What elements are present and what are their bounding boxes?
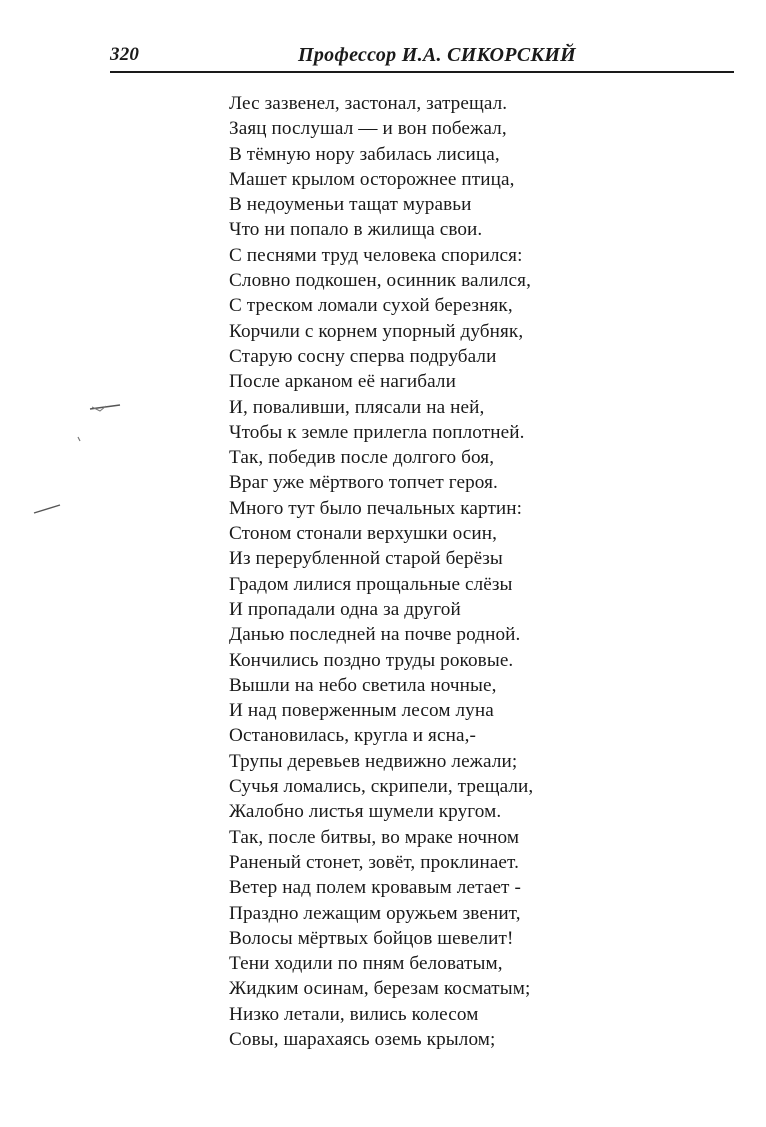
poem-line: Тени ходили по пням беловатым, (229, 953, 503, 975)
poem-line: Раненый стонет, зовёт, проклинает. (229, 851, 519, 873)
poem-line: Стоном стонали верхушки осин, (229, 523, 498, 545)
poem-line: Ветер над полем кровавым летает - (229, 877, 521, 899)
poem-line: Враг уже мёртвого топчет героя. (229, 472, 498, 494)
poem-line: И, поваливши, плясали на ней, (229, 396, 485, 418)
poem-line: Данью последней на почве родной. (229, 624, 521, 646)
poem-text (229, 91, 533, 1052)
poem-line: Совы, шарахаясь оземь крылом; (229, 1028, 496, 1050)
poem-line: Что ни попало в жилища свои. (229, 219, 483, 241)
poem-line: Вышли на небо светила ночные, (229, 674, 497, 696)
poem-line: Чтобы к земле прилегла поплотней. (229, 421, 525, 443)
poem-line: Машет крылом осторожнее птица, (229, 168, 515, 190)
poem-line: И над поверженным лесом луна (229, 700, 494, 722)
poem-line: Много тут было печальных картин: (229, 497, 523, 519)
poem-line: В тёмную нору забилась лисица, (229, 143, 500, 165)
poem-line: После арканом её нагибали (229, 371, 456, 393)
poem-line: Жалобно листья шумели кругом. (229, 801, 502, 823)
poem-line: В недоуменьи тащат муравьи (229, 194, 472, 216)
poem-line: Так, победив после долгого боя, (229, 447, 495, 469)
poem-line: С треском ломали сухой березняк, (229, 295, 513, 317)
poem-line: Лес зазвенел, застонал, затрещал. (229, 93, 508, 114)
running-head (110, 44, 734, 72)
poem-line: Низко летали, вились колесом (229, 1003, 479, 1025)
running-head-title: Профессор И.А. СИКОРСКИЙ (298, 44, 577, 66)
poem-line: Сучья ломались, скрипели, трещали, (229, 776, 534, 798)
poem-line: Заяц послушал — и вон побежал, (229, 118, 507, 140)
poem-line: Словно подкошен, осинник валился, (229, 270, 531, 292)
poem-line: Кончились поздно труды роковые. (229, 649, 514, 671)
margin-smudge-marks (20, 395, 140, 525)
poem-line: Жидким осинам, березам косматым; (229, 978, 531, 1000)
poem-line: Праздно лежащим оружьем звенит, (229, 902, 521, 924)
poem-line: Остановилась, кругла и ясна,- (229, 725, 476, 747)
poem-line: Старую сосну сперва подрубали (229, 345, 497, 367)
poem-line: Трупы деревьев недвижно лежали; (229, 750, 518, 772)
poem-line: Градом лилися прощальные слёзы (229, 573, 513, 595)
header-rule (110, 71, 734, 73)
poem-line: Корчили с корнем упорный дубняк, (229, 320, 524, 342)
poem-line: С песнями труд человека спорился: (229, 244, 523, 266)
poem-line: Из перерубленной старой берёзы (229, 548, 503, 570)
page-number: 320 (110, 44, 140, 65)
poem-line: И пропадали одна за другой (229, 598, 461, 620)
poem-line: Волосы мёртвых бойцов шевелит! (229, 927, 514, 949)
poem-line: Так, после битвы, во мраке ночном (229, 826, 520, 848)
